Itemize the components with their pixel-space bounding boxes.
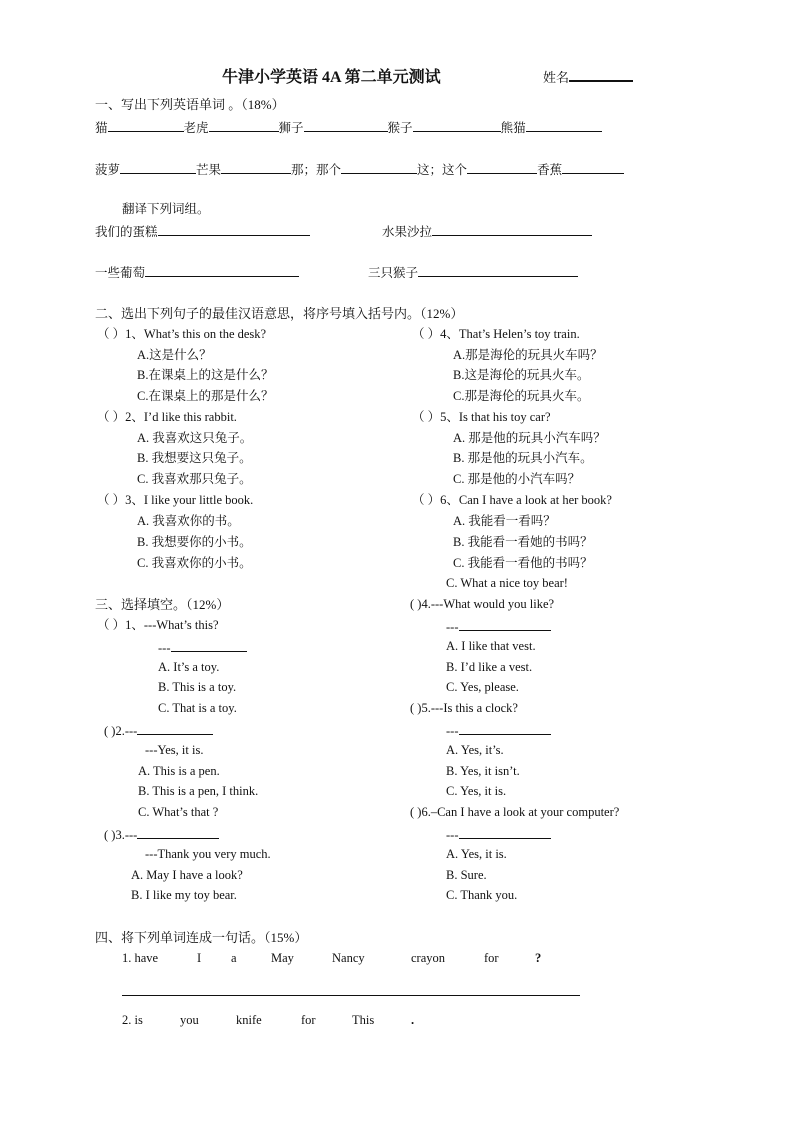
question-text: 5、Is that his toy car? xyxy=(440,410,551,424)
blank[interactable] xyxy=(467,160,537,174)
question-prefix[interactable]: ( )2.--- xyxy=(104,724,138,738)
blank[interactable] xyxy=(432,222,592,236)
phrase-three-monkeys xyxy=(368,263,578,281)
s3-q2 xyxy=(104,721,213,739)
s2-q3 xyxy=(97,492,253,508)
answer-blank[interactable] xyxy=(459,825,551,839)
word: I xyxy=(197,951,202,965)
s3-q3-opt-b: B. I like my toy bear. xyxy=(131,888,237,902)
blank[interactable] xyxy=(145,263,299,277)
question-prefix[interactable]: ( )6. xyxy=(410,805,431,819)
question-text: 1、What’s this on the desk? xyxy=(125,327,267,341)
word: ? xyxy=(535,951,542,965)
blank[interactable] xyxy=(526,118,602,132)
question-text: 2、I’d like this rabbit. xyxy=(125,410,237,424)
s3-q4-answer xyxy=(446,617,551,635)
word-this: 这；这个 xyxy=(417,163,468,177)
answer-prefix: --- xyxy=(158,641,171,655)
s2-q6-opt-c: C. 我能看一看他的书吗？ xyxy=(453,556,593,570)
word-mango: 芒果 xyxy=(196,163,222,177)
answer-paren[interactable]: （ ） xyxy=(412,410,441,424)
s3-q4-opt-c: C. Yes, please. xyxy=(446,680,519,694)
word: . xyxy=(411,1013,415,1027)
question-prefix[interactable]: （ ）1、--- xyxy=(97,618,157,632)
section1-row2 xyxy=(95,160,624,178)
question-text: 3、I like your little book. xyxy=(125,493,254,507)
s3-q2-opt-b: B. This is a pen, I think. xyxy=(138,784,259,798)
s3-q5-opt-c: C. Yes, it is. xyxy=(446,784,507,798)
s2-q4-opt-a: A.那是海伦的玩具火车吗？ xyxy=(453,348,603,362)
answer-prefix: --- xyxy=(446,828,459,842)
phrase-fruit-salad xyxy=(382,222,592,240)
word-banana: 香蕉 xyxy=(537,163,563,177)
s3-q3-opt-a: A. May I have a look? xyxy=(131,868,243,882)
s2-q5-opt-a: A. 那是他的玩具小汽车吗？ xyxy=(453,431,606,445)
word: This xyxy=(352,1013,375,1027)
question-prefix[interactable]: ( )4.--- xyxy=(410,597,444,611)
s3-q4-opt-a: A. I like that vest. xyxy=(446,639,536,653)
word: crayon xyxy=(411,951,446,965)
question-text: 6、Can I have a look at her book? xyxy=(440,493,612,507)
answer-blank[interactable] xyxy=(459,721,551,735)
s3-q6 xyxy=(410,804,619,820)
s3-q3 xyxy=(104,825,219,843)
answer-prefix: --- xyxy=(446,724,459,738)
question-blank[interactable] xyxy=(137,825,219,839)
name-label xyxy=(543,67,633,86)
s2-q5 xyxy=(412,409,551,425)
s3-q6-opt-c: C. Thank you. xyxy=(446,888,518,902)
s2-q1-opt-a: A.这是什么？ xyxy=(137,348,212,362)
blank[interactable] xyxy=(120,160,196,174)
s2-q5-opt-b: B. 那是他的玩具小汽车。 xyxy=(453,451,593,465)
question-prefix[interactable]: ( )5.--- xyxy=(410,701,444,715)
s4-line2 xyxy=(0,1012,794,1030)
s3-q3-line2: ---Thank you very much. xyxy=(145,847,271,861)
blank[interactable] xyxy=(418,263,578,277)
word: Nancy xyxy=(332,951,365,965)
s3-q1 xyxy=(97,617,219,633)
word-lion: 狮子 xyxy=(278,121,304,135)
question-text: –Can I have a look at your computer? xyxy=(430,805,620,819)
word: you xyxy=(180,1013,199,1027)
word: for xyxy=(484,951,499,965)
answer-blank[interactable] xyxy=(459,617,551,631)
s4-line1 xyxy=(0,950,794,968)
s2-q2-opt-c: C. 我喜欢那只兔子。 xyxy=(137,472,252,486)
s2-q4 xyxy=(412,326,580,342)
s2-q4-opt-b: B.这是海伦的玩具火车。 xyxy=(453,368,590,382)
phrase-some-grapes xyxy=(95,263,299,281)
s3-q5-opt-a: A. Yes, it’s. xyxy=(446,743,504,757)
s3-q5 xyxy=(410,700,518,716)
s3-q2-line2: ---Yes, it is. xyxy=(145,743,204,757)
s3-q1-opt-c: C. That is a toy. xyxy=(158,701,237,715)
s2-q3-opt-b: B. 我想要你的小书。 xyxy=(137,535,252,549)
answer-paren[interactable]: （ ） xyxy=(412,327,441,341)
word: 2. is xyxy=(122,1013,143,1027)
question-text: 4、That’s Helen’s toy train. xyxy=(440,327,580,341)
answer-paren[interactable]: （ ） xyxy=(97,327,126,341)
s2-q3-opt-c: C. 我喜欢你的小书。 xyxy=(137,556,252,570)
word: May xyxy=(271,951,294,965)
s2-q1-opt-b: B.在课桌上的这是什么？ xyxy=(137,368,274,382)
s3-q4-opt-b: B. I’d like a vest. xyxy=(446,660,533,674)
word: a xyxy=(231,951,237,965)
s2-q2-opt-b: B. 我想要这只兔子。 xyxy=(137,451,252,465)
s3-q1-answer xyxy=(158,638,247,656)
s3-q5-opt-b: B. Yes, it isn’t. xyxy=(446,764,520,778)
s3-q1-opt-b: B. This is a toy. xyxy=(158,680,237,694)
page-title: 牛津小学英语 4A 第二单元测试 xyxy=(222,69,441,86)
blank[interactable] xyxy=(562,160,624,174)
blank[interactable] xyxy=(304,118,388,132)
word-that: 那；那个 xyxy=(291,163,342,177)
name-label-text: 姓名 xyxy=(543,70,570,85)
word-cat: 猫 xyxy=(95,121,108,135)
blank[interactable] xyxy=(209,118,279,132)
word: for xyxy=(301,1013,316,1027)
phrase-label: 我们的蛋糕 xyxy=(95,225,158,239)
name-blank[interactable] xyxy=(569,67,633,82)
word-tiger: 老虎 xyxy=(183,121,209,135)
answer-paren[interactable]: （ ） xyxy=(97,410,126,424)
s3-q4 xyxy=(410,596,554,612)
blank[interactable] xyxy=(413,118,501,132)
blank[interactable] xyxy=(108,118,184,132)
section3-heading: 三、选择填空。（12%） xyxy=(95,597,230,612)
s2-q4-opt-c: C.那是海伦的玩具火车。 xyxy=(453,389,590,403)
word-panda: 熊猫 xyxy=(500,121,526,135)
s2-q1-opt-c: C.在课桌上的那是什么？ xyxy=(137,389,274,403)
blank[interactable] xyxy=(158,222,310,236)
answer-paren[interactable]: （ ） xyxy=(412,493,441,507)
s2-q1 xyxy=(97,326,266,342)
section1-heading: 一、写出下列英语单词 。（18%） xyxy=(95,97,285,112)
s2-q6-opt-a: A. 我能看一看吗？ xyxy=(453,514,556,528)
word: knife xyxy=(236,1013,262,1027)
question-blank[interactable] xyxy=(137,721,213,735)
blank[interactable] xyxy=(221,160,291,174)
s3-q2-opt-c: C. What’s that ? xyxy=(138,805,219,819)
s3-q6-opt-b: B. Sure. xyxy=(446,868,487,882)
s3-q1-opt-a: A. It’s a toy. xyxy=(158,660,220,674)
section4-heading: 四、将下列单词连成一句话。（15%） xyxy=(95,930,308,945)
s3-q6-answer xyxy=(446,825,551,843)
answer-blank[interactable] xyxy=(171,638,247,652)
phrase-our-cake xyxy=(95,222,310,240)
question-text: What would you like? xyxy=(443,597,555,611)
s2-q6 xyxy=(412,492,612,508)
phrase-label: 三只猴子 xyxy=(368,266,419,280)
s3-q6-opt-a: A. Yes, it is. xyxy=(446,847,507,861)
answer-prefix: --- xyxy=(446,620,459,634)
section1-row1 xyxy=(95,118,602,136)
s2-extra-line: C. What a nice toy bear! xyxy=(446,576,568,590)
s2-q2 xyxy=(97,409,237,425)
section1-sub-heading: 翻译下列词组。 xyxy=(122,202,210,216)
s2-q3-opt-a: A. 我喜欢你的书。 xyxy=(137,514,240,528)
question-text: Is this a clock? xyxy=(443,701,518,715)
section2-heading: 二、选出下列句子的最佳汉语意思，将序号填入括号内。（12%） xyxy=(95,306,464,321)
s2-q6-opt-b: B. 我能看一看她的书吗？ xyxy=(453,535,593,549)
phrase-label: 一些葡萄 xyxy=(95,266,146,280)
word-monkey: 猴子 xyxy=(387,121,413,135)
s3-q5-answer xyxy=(446,721,551,739)
word-pineapple: 菠萝 xyxy=(95,163,121,177)
phrase-label: 水果沙拉 xyxy=(382,225,433,239)
s4-answer-line-1[interactable] xyxy=(122,995,580,996)
word: 1. have xyxy=(122,951,159,965)
s3-q2-opt-a: A. This is a pen. xyxy=(138,764,220,778)
question-text: What’s this? xyxy=(156,618,219,632)
question-prefix[interactable]: ( )3.--- xyxy=(104,828,138,842)
blank[interactable] xyxy=(341,160,417,174)
s2-q2-opt-a: A. 我喜欢这只兔子。 xyxy=(137,431,253,445)
answer-paren[interactable]: （ ） xyxy=(97,493,126,507)
s2-q5-opt-c: C. 那是他的小汽车吗？ xyxy=(453,472,581,486)
